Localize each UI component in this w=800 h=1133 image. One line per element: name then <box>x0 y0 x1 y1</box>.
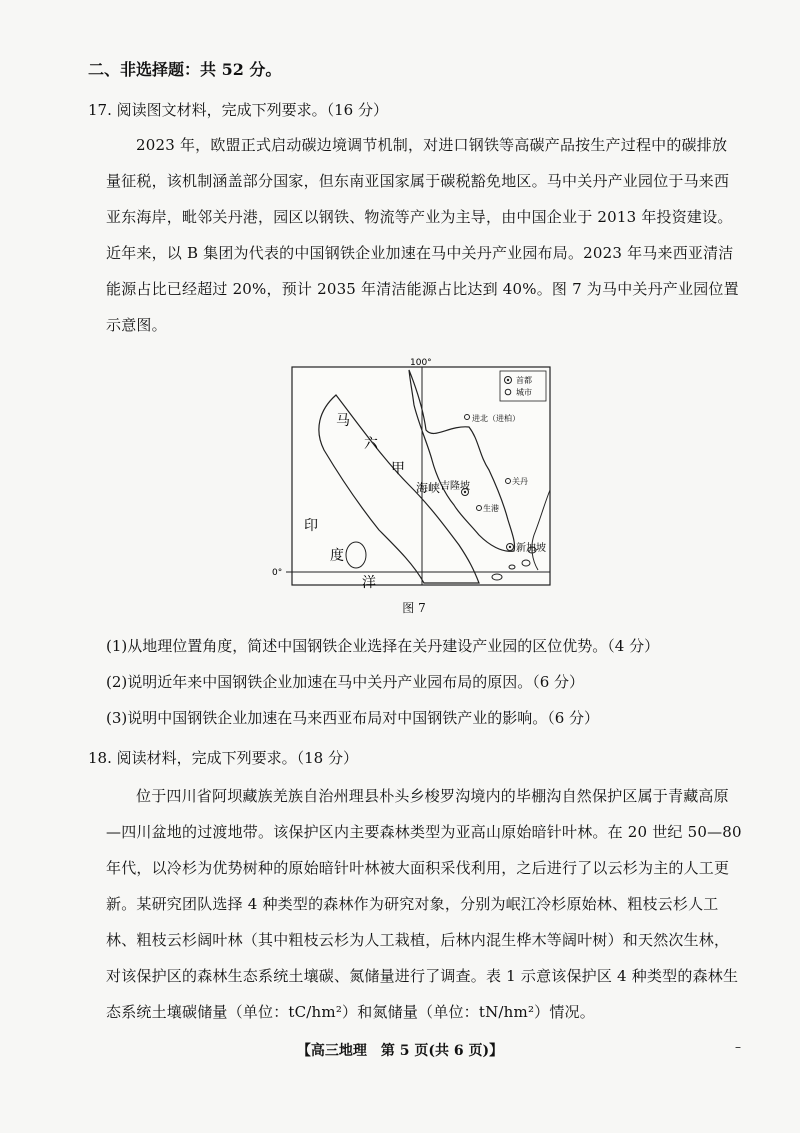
question-17-paragraph <box>106 127 742 343</box>
footer-mark: – <box>735 1040 741 1054</box>
latitude-label: 0° <box>272 568 283 578</box>
label-jia: 甲 <box>391 461 405 477</box>
section-heading: 二、非选择题：共 52 分。 <box>88 60 282 79</box>
label-du: 度 <box>330 548 344 564</box>
label-yin: 印 <box>304 518 318 534</box>
label-liu: 六 <box>364 436 378 452</box>
page-footer: 【高三地理 第 5 页(共 6 页)】 <box>296 1043 504 1059</box>
sub-question-3: (3)说明中国钢铁企业加速在马来西亚布局对中国钢铁产业的影响。（6 分） <box>106 709 600 727</box>
map-figure <box>264 355 564 615</box>
malaysia-map <box>264 355 564 615</box>
label-yang: 洋 <box>362 575 376 591</box>
label-jinbei: 进北（进柏） <box>472 414 520 423</box>
question-17-text: 2023 年，欧盟正式启动碳边境调节机制，对进口钢铁等高碳产品按生产过程中的碳排放量征税，该机制涵盖部分国家，但东南亚国家属于碳税豁免地区。马中关丹产业园位于马来西亚东海岸，毗邻关丹港，园区以钢铁、物流等产业为主导，由中国企业于 2013 年投资建设。近年来，以 B 集团为代表的中国钢铁企业加速在马中关丹产业园布局。2023 年马来西亚清洁能源占比已经超过 20%，预计 2035 年清洁能源占比达到 40%。图 7 为马中关丹产业园位置示意图。 <box>106 136 739 334</box>
label-guandan: 关丹 <box>512 477 528 486</box>
longitude-label: 100° <box>410 358 432 368</box>
label-xinjiapo: 新加坡 <box>516 543 546 554</box>
figure-caption: 图 7 <box>402 601 426 615</box>
label-ma: 马 <box>336 413 350 429</box>
question-17-title: 17. 阅读图文材料，完成下列要求。（16 分） <box>88 101 388 119</box>
sub-question-2: (2)说明近年来中国钢铁企业加速在马中关丹产业园布局的原因。（6 分） <box>106 673 585 691</box>
question-18-title: 18. 阅读材料，完成下列要求。（18 分） <box>88 749 358 767</box>
label-shengang: 生港 <box>483 504 499 513</box>
legend-city-label: 城市 <box>516 388 532 397</box>
question-18-paragraph <box>106 778 742 1030</box>
sub-question-1: (1)从地理位置角度，简述中国钢铁企业选择在关丹建设产业园的区位优势。（4 分） <box>106 637 660 655</box>
question-18-text: 位于四川省阿坝藏族羌族自治州理县朴头乡梭罗沟境内的毕棚沟自然保护区属于青藏高原—四川盆地的过渡地带。该保护区内主要森林类型为亚高山原始暗针叶林。在 20 世纪 50—80 年代，以冷杉为优势树种的原始暗针叶林被大面积采伐利用，之后进行了以云杉为主的人工更新。某研究团队选择 4 种类型的森林作为研究对象，分别为岷江冷杉原始林、粗枝云杉人工林、粗枝云杉阔叶林（其中粗枝云杉为人工栽植，后林内混生桦木等阔叶树）和天然次生林，对该保护区的森林生态系统土壤碳、氮储量进行了调查。表 1 示意该保护区 4 种类型的森林生态系统土壤碳储量（单位：tC/hm²）和氮储量（单位：tN/hm²）情况。 <box>106 787 742 1021</box>
label-jilongpo: 吉隆坡 <box>440 481 470 492</box>
label-haixia: 海峡 <box>416 481 441 495</box>
legend-capital-label: 首都 <box>516 376 532 385</box>
